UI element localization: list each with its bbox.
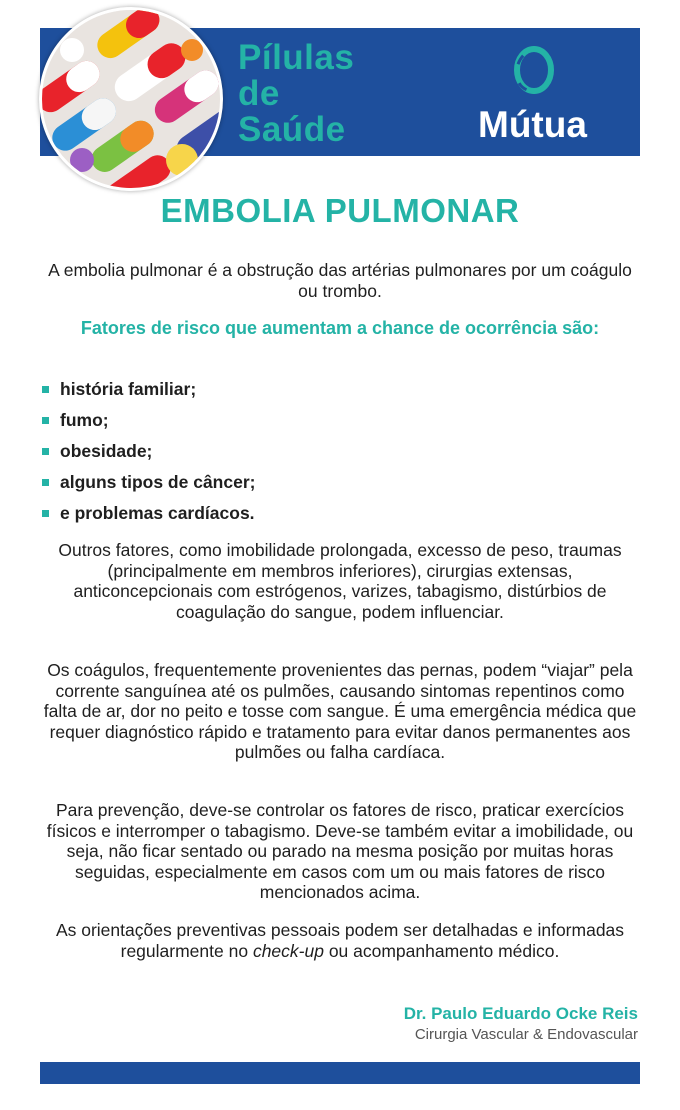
body-paragraph: Outros fatores, como imobilidade prolongada, excesso de peso, traumas (principalmente em membros inferiores), cirurgias extensas, anticoncepcionais com estrógenos, varizes, tabagismo, distúrbios de coagulação do sangue, podem influenciar. bbox=[58, 540, 622, 622]
risk-factors-heading: Fatores de risco que aumentam a chance de ocorrência são: bbox=[80, 318, 600, 338]
risk-factor-text: alguns tipos de câncer; bbox=[60, 472, 256, 492]
brand-logo-text: Mútua bbox=[478, 104, 587, 145]
list-item bbox=[40, 405, 255, 436]
author-signature: Dr. Paulo Eduardo Ocke Reis bbox=[403, 1004, 638, 1023]
page-title: EMBOLIA PULMONAR bbox=[160, 192, 520, 229]
risk-factor-text: fumo; bbox=[60, 410, 109, 430]
body-paragraph: Para prevenção, deve-se controlar os fatores de risco, praticar exercícios físicos e interromper o tabagismo. Deve-se também evitar a imobilidade, ou seja, não ficar sentado ou parado na mesma posição por muitas horas seguidas, especialmente em casos com um ou mais fatores de risco mencionados acima. bbox=[46, 800, 634, 902]
closing-paragraph bbox=[40, 920, 640, 961]
footer-band bbox=[40, 1062, 640, 1084]
risk-factor-text: obesidade; bbox=[60, 441, 153, 461]
series-title-line: de bbox=[238, 74, 280, 113]
pills-photo bbox=[42, 10, 220, 188]
list-item bbox=[40, 498, 255, 529]
series-title-line: Saúde bbox=[238, 110, 346, 149]
author-specialty: Cirurgia Vascular & Endovascular bbox=[414, 1026, 638, 1043]
body-paragraph: Os coágulos, frequentemente provenientes das pernas, podem “viajar” pela corrente sanguínea até os pulmões, causando sintomas repentinos como falta de ar, dor no peito e tosse com sangue. É uma emergência médica que requer diagnóstico rápido e tratamento para evitar danos permanentes aos pulmões ou falha cardíaca. bbox=[43, 660, 637, 762]
series-title-line: Pílulas bbox=[238, 38, 355, 77]
bullet-icon bbox=[42, 510, 49, 517]
mutua-ring-logo bbox=[513, 44, 555, 96]
bullet-icon bbox=[42, 448, 49, 455]
closing-text: ou acompanhamento médico. bbox=[323, 940, 560, 961]
bullet-icon bbox=[42, 479, 49, 486]
list-item bbox=[40, 374, 255, 405]
list-item bbox=[40, 467, 255, 498]
bullet-icon bbox=[42, 386, 49, 393]
risk-factor-text: história familiar; bbox=[60, 379, 197, 399]
checkup-emphasis: check-up bbox=[252, 940, 324, 961]
list-item bbox=[40, 436, 255, 467]
risk-factor-text: e problemas cardíacos. bbox=[60, 503, 255, 523]
bullet-icon bbox=[42, 417, 49, 424]
risk-factors-list bbox=[40, 374, 255, 529]
intro-paragraph: A embolia pulmonar é a obstrução das artérias pulmonares por um coágulo ou trombo. bbox=[48, 260, 632, 301]
closing-text: As orientações preventivas pessoais podem ser detalhadas e informadas regularmente no bbox=[55, 920, 625, 961]
series-title bbox=[238, 40, 354, 148]
